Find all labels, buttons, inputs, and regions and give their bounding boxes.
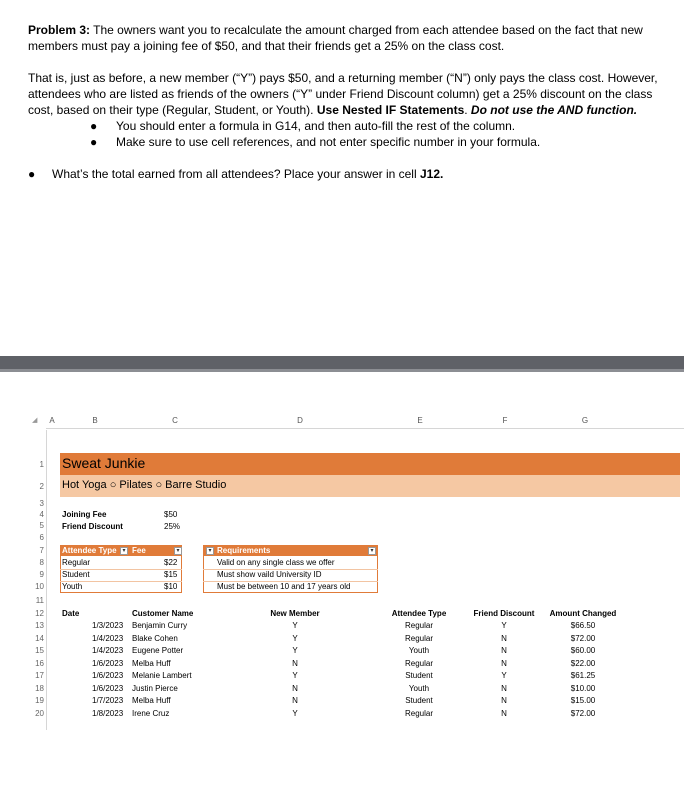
row-number[interactable]: 3 — [39, 499, 44, 508]
friend-discount-cell[interactable]: N — [501, 684, 507, 693]
fee-value-cell[interactable]: $22 — [164, 558, 178, 567]
filter-dropdown-icon[interactable]: ▾ — [120, 547, 128, 555]
fee-type-cell[interactable]: Youth — [62, 582, 83, 591]
problem-heading: Problem 3: — [28, 23, 91, 37]
friend-discount-value[interactable]: 25% — [164, 522, 181, 531]
customer-cell[interactable]: Melanie Lambert — [132, 671, 192, 680]
amount-cell[interactable]: $22.00 — [570, 659, 596, 668]
friend-discount-cell[interactable]: Y — [501, 671, 507, 680]
fee-table-header-fee[interactable]: Fee — [132, 546, 146, 555]
header-amount-changed[interactable]: Amount Changed — [549, 609, 617, 618]
row-number[interactable]: 15 — [35, 646, 44, 655]
filter-dropdown-icon[interactable]: ▾ — [206, 547, 214, 555]
problem-intro: Problem 3: The owners want you to recalculate the amount charged from each attendee based on the fact that new members must pay a joining fee of $50, and that their friends get a 25% on the class cost. — [28, 23, 643, 53]
bullet-icon: ● — [90, 135, 98, 149]
col-header-a[interactable]: A — [49, 416, 55, 425]
customer-cell[interactable]: Eugene Potter — [132, 646, 184, 655]
attendee-type-cell[interactable]: Youth — [408, 646, 430, 655]
amount-cell[interactable]: $15.00 — [570, 696, 596, 705]
title-banner — [60, 453, 680, 475]
friend-discount-cell[interactable]: N — [501, 634, 507, 643]
friend-discount-cell[interactable]: N — [501, 709, 507, 718]
requirements-header-label[interactable]: Requirements — [217, 546, 271, 555]
filter-dropdown-icon[interactable]: ▾ — [368, 547, 376, 555]
new-member-cell[interactable]: Y — [292, 671, 298, 680]
spreadsheet — [0, 410, 684, 730]
friend-discount-cell[interactable]: Y — [501, 621, 507, 630]
problem-text — [28, 22, 658, 182]
row-number[interactable]: 6 — [39, 533, 44, 542]
attendee-type-cell[interactable]: Youth — [408, 684, 430, 693]
requirement-cell[interactable]: Valid on any single class we offer — [217, 558, 335, 567]
bullet-item: ● You should enter a formula in G14, and then auto-fill the rest of the column. — [90, 119, 516, 133]
requirement-cell[interactable]: Must show vaild University ID — [217, 570, 322, 579]
col-header-e[interactable]: E — [417, 416, 423, 425]
date-cell[interactable]: 1/7/2023 — [92, 696, 124, 705]
friend-discount-cell[interactable]: N — [501, 696, 507, 705]
amount-cell[interactable]: $72.00 — [570, 634, 596, 643]
row-number[interactable]: 8 — [39, 558, 44, 567]
bullet-icon: ● — [90, 119, 98, 133]
new-member-cell[interactable]: N — [292, 684, 298, 693]
new-member-cell[interactable]: Y — [292, 621, 298, 630]
row-number[interactable]: 5 — [39, 521, 44, 530]
filter-dropdown-icon[interactable]: ▾ — [174, 547, 182, 555]
row-number[interactable]: 19 — [35, 696, 44, 705]
fee-value-cell[interactable]: $15 — [164, 570, 178, 579]
header-customer-name[interactable]: Customer Name — [132, 609, 194, 618]
header-attendee-type[interactable]: Attendee Type — [391, 609, 447, 618]
amount-cell[interactable]: $66.50 — [570, 621, 596, 630]
customer-cell[interactable]: Justin Pierce — [132, 684, 178, 693]
bullet-item: ● Make sure to use cell references, and not enter specific number in your formula. — [90, 135, 541, 149]
header-new-member[interactable]: New Member — [270, 609, 320, 618]
date-cell[interactable]: 1/6/2023 — [92, 671, 124, 680]
row-number[interactable]: 1 — [39, 460, 44, 469]
row-number[interactable]: 2 — [39, 482, 44, 491]
fee-type-cell[interactable]: Regular — [62, 558, 91, 567]
customer-cell[interactable]: Benjamin Curry — [132, 621, 188, 630]
row-number[interactable]: 16 — [35, 659, 44, 668]
customer-cell[interactable]: Blake Cohen — [132, 634, 178, 643]
row-number[interactable]: 14 — [35, 634, 44, 643]
amount-cell[interactable]: $60.00 — [570, 646, 596, 655]
new-member-cell[interactable]: N — [292, 696, 298, 705]
row-number[interactable]: 4 — [39, 510, 44, 519]
col-header-c[interactable]: C — [172, 416, 178, 425]
date-cell[interactable]: 1/4/2023 — [92, 646, 124, 655]
amount-cell[interactable]: $61.25 — [570, 671, 596, 680]
joining-fee-label[interactable]: Joining Fee — [62, 510, 107, 519]
attendee-type-cell[interactable]: Student — [405, 671, 433, 680]
friend-discount-cell[interactable]: N — [501, 646, 507, 655]
amount-cell[interactable]: $72.00 — [570, 709, 596, 718]
row-number[interactable]: 12 — [35, 609, 44, 618]
new-member-cell[interactable]: Y — [292, 646, 298, 655]
attendee-type-cell[interactable]: Regular — [404, 709, 433, 718]
date-cell[interactable]: 1/8/2023 — [92, 709, 124, 718]
attendee-type-cell[interactable]: Regular — [404, 634, 433, 643]
fee-type-cell[interactable]: Student — [62, 570, 90, 579]
date-cell[interactable]: 1/3/2023 — [92, 621, 124, 630]
fee-table-header-type[interactable]: Attendee Type — [62, 546, 117, 555]
amount-cell[interactable]: $10.00 — [570, 684, 596, 693]
attendee-type-cell[interactable]: Regular — [404, 659, 433, 668]
customer-cell[interactable]: Irene Cruz — [132, 709, 170, 718]
header-date[interactable]: Date — [62, 609, 80, 618]
divider-bar-shadow — [0, 369, 684, 372]
new-member-cell[interactable]: Y — [292, 634, 298, 643]
col-header-g[interactable]: G — [581, 416, 589, 425]
row-number[interactable]: 9 — [39, 570, 44, 579]
question: ● What’s the total earned from all attendees? Place your answer in cell J12. — [28, 167, 444, 181]
new-member-cell[interactable]: Y — [292, 709, 298, 718]
joining-fee-value[interactable]: $50 — [164, 510, 178, 519]
attendee-type-cell[interactable]: Regular — [404, 621, 433, 630]
attendee-type-cell[interactable]: Student — [405, 696, 433, 705]
header-friend-discount[interactable]: Friend Discount — [473, 609, 535, 618]
col-header-f[interactable]: F — [502, 416, 508, 425]
date-cell[interactable]: 1/6/2023 — [92, 659, 124, 668]
sheet-subtitle[interactable]: Hot Yoga ○ Pilates ○ Barre Studio — [62, 479, 227, 491]
row-number[interactable]: 11 — [35, 596, 44, 605]
date-cell[interactable]: 1/6/2023 — [92, 684, 124, 693]
friend-discount-cell[interactable]: N — [501, 659, 507, 668]
sheet-title[interactable]: Sweat Junkie — [62, 455, 146, 471]
col-header-d[interactable]: D — [297, 416, 303, 425]
row-number[interactable]: 18 — [35, 684, 44, 693]
friend-discount-label[interactable]: Friend Discount — [62, 522, 123, 531]
bullet-icon: ● — [28, 167, 36, 181]
select-all-icon[interactable]: ◢ — [32, 417, 38, 424]
customer-cell[interactable]: Melba Huff — [132, 659, 171, 668]
date-cell[interactable]: 1/4/2023 — [92, 634, 124, 643]
row-number[interactable]: 20 — [35, 709, 44, 718]
divider-bar — [0, 356, 684, 369]
fee-value-cell[interactable]: $10 — [164, 582, 178, 591]
new-member-cell[interactable]: N — [292, 659, 298, 668]
row-number[interactable]: 17 — [35, 671, 44, 680]
row-number[interactable]: 7 — [39, 546, 44, 555]
col-header-b[interactable]: B — [92, 416, 98, 425]
row-number[interactable]: 13 — [35, 621, 44, 630]
problem-instructions: That is, just as before, a new member (“Y”) pays $50, and a returning member (“N”) only pays the class cost. However, attendees who are listed as friends of the owners (“Y” under Friend Discount column) get a 25% discount on the class cost, based on their type (Regular, Student, or Youth). Use Nested IF Statements. Do not use the AND function. — [28, 71, 658, 117]
requirement-cell[interactable]: Must be between 10 and 17 years old — [217, 582, 351, 591]
customer-cell[interactable]: Melba Huff — [132, 696, 171, 705]
row-number[interactable]: 10 — [35, 582, 44, 591]
